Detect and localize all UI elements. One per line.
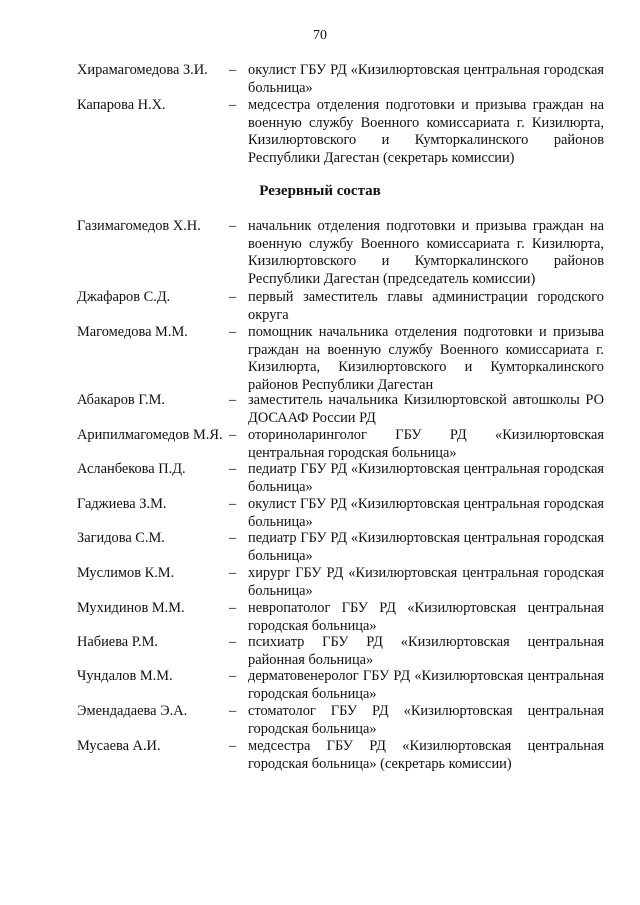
member-dash: –	[229, 600, 237, 616]
member-dash: –	[229, 530, 237, 546]
member-position: заместитель начальника Кизилюртовской автошколы РО ДОСААФ России РД	[248, 392, 604, 426]
member-position: педиатр ГБУ РД «Кизилюртовская центральная городская больница»	[248, 461, 604, 495]
member-dash: –	[229, 324, 237, 340]
member-dash: –	[229, 62, 237, 78]
member-dash: –	[229, 427, 237, 443]
member-position: хирург ГБУ РД «Кизилюртовская центральная городская больница»	[248, 565, 604, 599]
member-name: Магомедова М.М.	[77, 324, 188, 340]
member-name: Хирамагомедова З.И.	[77, 62, 208, 78]
member-position: дерматовенеролог ГБУ РД «Кизилюртовская центральная городская больница»	[248, 668, 604, 702]
member-position: окулист ГБУ РД «Кизилюртовская центральная городская больница»	[248, 496, 604, 530]
member-position: невропатолог ГБУ РД «Кизилюртовская центральная городская больница»	[248, 600, 604, 634]
member-position: медсестра ГБУ РД «Кизилюртовская центральная городская больница» (секретарь комиссии)	[248, 738, 604, 772]
member-position: стоматолог ГБУ РД «Кизилюртовская центральная городская больница»	[248, 703, 604, 737]
member-position: психиатр ГБУ РД «Кизилюртовская центральная районная больница»	[248, 634, 604, 668]
member-dash: –	[229, 738, 237, 754]
member-name: Абакаров Г.М.	[77, 392, 166, 408]
member-position: педиатр ГБУ РД «Кизилюртовская центральная городская больница»	[248, 530, 604, 564]
member-dash: –	[229, 668, 237, 684]
page-number: 70	[313, 28, 327, 43]
reserve-heading: Резервный состав	[259, 183, 381, 199]
member-dash: –	[229, 392, 237, 408]
member-name: Муслимов К.М.	[77, 565, 175, 581]
member-name: Набиева Р.М.	[77, 634, 158, 650]
member-dash: –	[229, 461, 237, 477]
member-name: Загидова С.М.	[77, 530, 165, 546]
member-dash: –	[229, 218, 237, 234]
member-position: первый заместитель главы администрации городского округа	[248, 289, 604, 323]
member-name: Газимагомедов Х.Н.	[77, 218, 201, 234]
member-dash: –	[229, 634, 237, 650]
member-name: Арипилмагомедов М.Я.	[77, 427, 223, 443]
member-position: медсестра отделения подготовки и призыва граждан на военную службу Военного комиссариата г. Кизилюрта, Кизилюртовского и Кумторкалинского районов Республики Дагестан (секретарь комиссии)	[248, 97, 604, 166]
member-name: Капарова Н.Х.	[77, 97, 166, 113]
member-dash: –	[229, 289, 237, 305]
member-position: начальник отделения подготовки и призыва граждан на военную службу Военного комиссариата г. Кизилюрта, Кизилюртовского и Кумторкалинского районов Республики Дагестан (председатель комиссии)	[248, 218, 604, 287]
member-dash: –	[229, 97, 237, 113]
member-dash: –	[229, 703, 237, 719]
member-position: помощник начальника отделения подготовки и призыва граждан на военную службу Военного комиссариата г. Кизилюрта, Кизилюртовского и Кумторкалинского районов Республики Дагестан	[248, 324, 604, 393]
member-name: Мусаева А.И.	[77, 738, 161, 754]
member-dash: –	[229, 565, 237, 581]
member-position: окулист ГБУ РД «Кизилюртовская центральная городская больница»	[248, 62, 604, 96]
member-name: Эмендадаева Э.А.	[77, 703, 188, 719]
member-name: Джафаров С.Д.	[77, 289, 171, 305]
member-name: Асланбекова П.Д.	[77, 461, 186, 477]
member-position: оториноларинголог ГБУ РД «Кизилюртовская центральная городская больница»	[248, 427, 604, 461]
member-dash: –	[229, 496, 237, 512]
member-name: Чундалов М.М.	[77, 668, 173, 684]
member-name: Мухидинов М.М.	[77, 600, 185, 616]
member-name: Гаджиева З.М.	[77, 496, 167, 512]
